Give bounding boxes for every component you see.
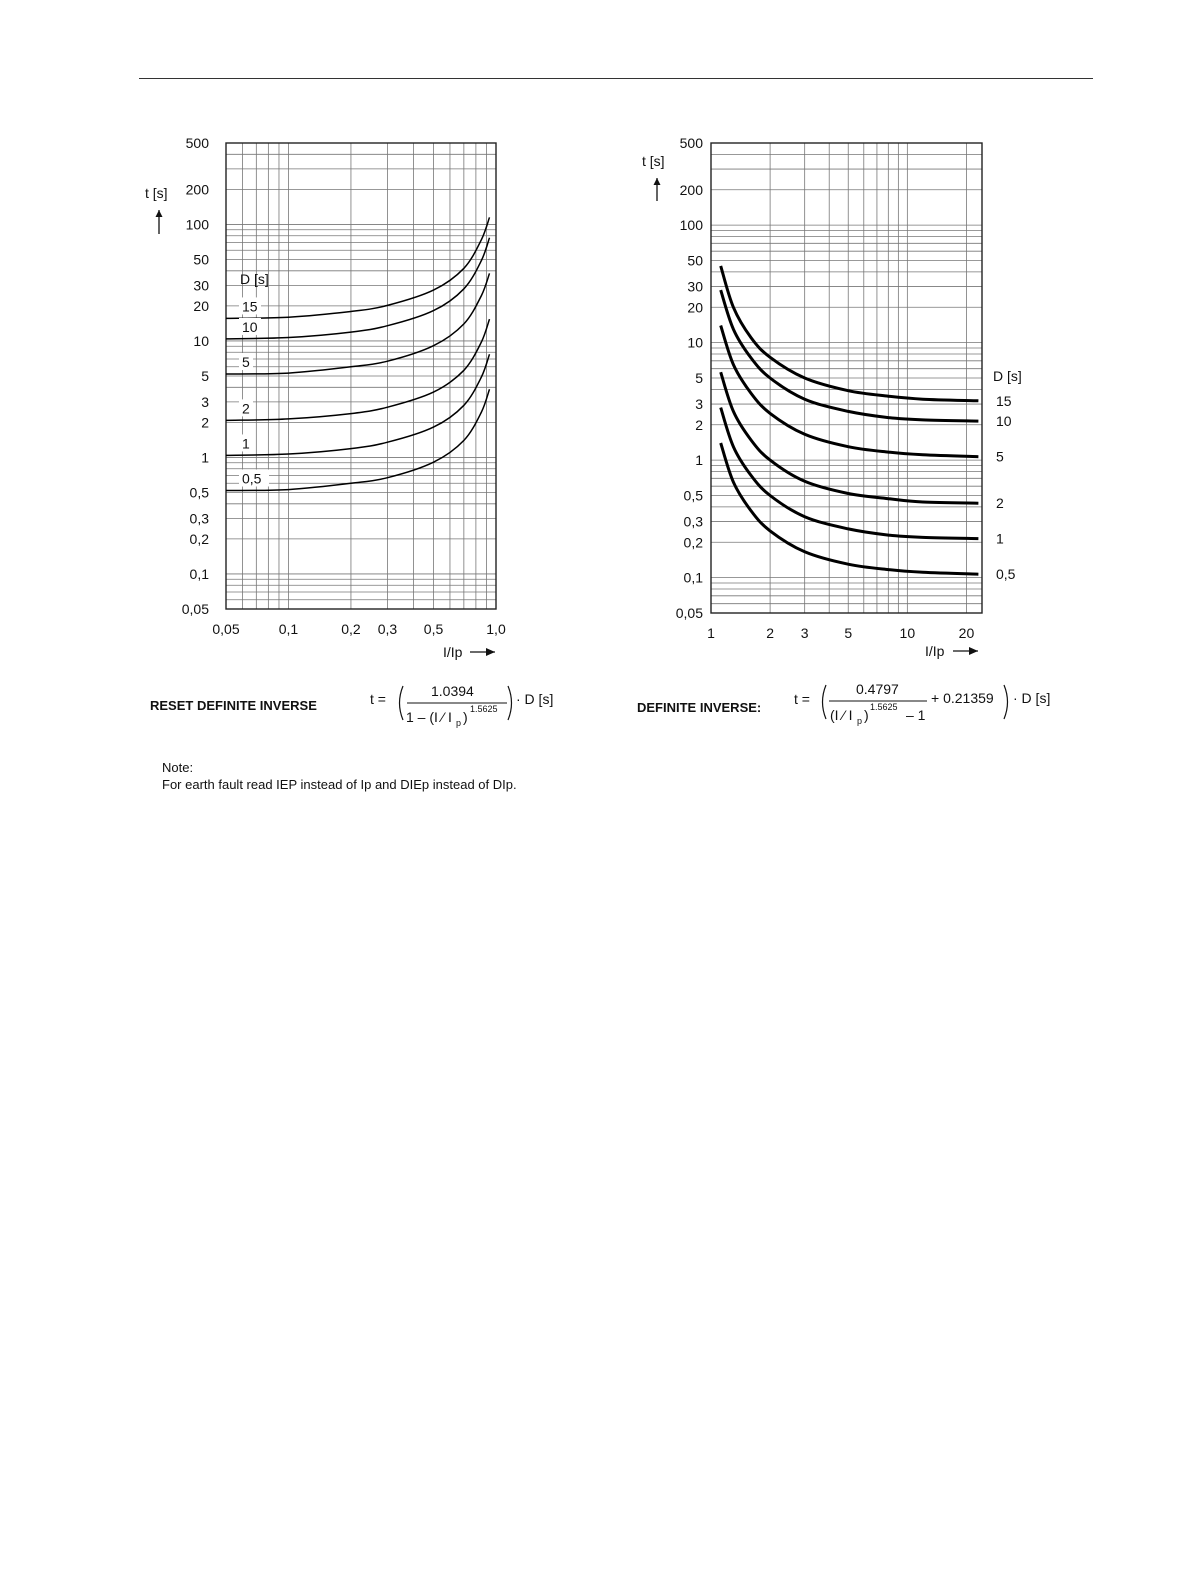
formula-subscript: p <box>456 718 462 728</box>
y-tick-label: 0,5 <box>683 487 703 504</box>
series-label: 2 <box>996 495 1004 512</box>
y-tick-label: 0,05 <box>181 601 209 617</box>
series-label: 10 <box>242 318 258 335</box>
y-tick-label: 10 <box>687 334 703 351</box>
series-label: 15 <box>996 392 1012 409</box>
note-title: Note: <box>162 760 194 775</box>
series-label: 0,5 <box>242 470 262 487</box>
series-label: 10 <box>996 413 1012 430</box>
y-tick-label: 50 <box>687 252 703 269</box>
x-tick-label: 10 <box>899 625 916 641</box>
x-tick-label: 3 <box>800 625 809 641</box>
x-tick-label: 0,05 <box>212 621 240 637</box>
x-tick-label: 0,2 <box>341 621 361 637</box>
formula-tail: · D [s] <box>1013 690 1051 706</box>
y-tick-label: 3 <box>201 393 209 410</box>
x-tick-label: 0,1 <box>278 621 299 637</box>
formula-denominator-close: ) <box>463 709 468 725</box>
y-tick-label: 2 <box>695 416 703 433</box>
y-tick-label: 100 <box>185 216 209 233</box>
formula-exponent: 1.5625 <box>870 702 898 712</box>
x-tick-label: 5 <box>844 625 853 641</box>
note <box>162 759 517 793</box>
formula-denominator: (I ⁄ I <box>830 707 853 723</box>
y-tick-label: 0,2 <box>189 530 209 547</box>
y-tick-label: 5 <box>201 368 209 384</box>
y-tick-label: 200 <box>679 181 703 198</box>
y-tick-label: 200 <box>185 181 209 198</box>
x-tick-label: 20 <box>958 625 975 641</box>
formula-denominator-close: ) <box>864 707 869 723</box>
x-tick-label: 0,3 <box>377 621 398 637</box>
x-tick-label: 1 <box>707 625 715 641</box>
y-tick-label: 0,05 <box>675 605 703 621</box>
y-tick-label: 20 <box>687 299 703 316</box>
y-tick-label: 2 <box>201 414 209 431</box>
y-tick-label: 500 <box>679 135 703 151</box>
formula-denominator: 1 – (I ⁄ I <box>406 709 452 725</box>
y-tick-label: 0,3 <box>683 513 703 530</box>
y-tick-label: 30 <box>687 278 703 295</box>
formula-minus-one: – 1 <box>906 707 926 723</box>
formula-constant: + 0.21359 <box>931 690 994 706</box>
y-tick-label: 0,2 <box>683 534 703 551</box>
formula-numerator: 1.0394 <box>431 683 474 699</box>
y-tick-label: 0,3 <box>189 510 209 527</box>
x-axis-label: I/Ip <box>443 644 463 660</box>
y-tick-label: 1 <box>695 452 703 469</box>
formula-subscript: p <box>857 716 863 726</box>
x-tick-label: 0,5 <box>423 621 444 637</box>
reset-definite-inverse-caption: RESET DEFINITE INVERSE <box>150 698 317 713</box>
y-tick-label: 30 <box>193 277 209 294</box>
y-tick-label: 3 <box>695 396 703 413</box>
y-tick-label: 500 <box>185 135 209 151</box>
y-tick-label: 0,5 <box>189 484 209 501</box>
y-tick-label: 100 <box>679 217 703 234</box>
y-tick-label: 50 <box>193 251 209 268</box>
y-tick-label: 20 <box>193 297 209 314</box>
note-text: For earth fault read IEP instead of Ip and DIEp instead of DIp. <box>162 777 517 792</box>
legend-title: D [s] <box>993 368 1022 384</box>
series-label: 1 <box>996 530 1004 547</box>
y-tick-label: 5 <box>695 370 703 386</box>
legend-title: D [s] <box>240 271 269 287</box>
y-axis-label: t [s] <box>145 185 168 201</box>
series-label: 5 <box>242 354 250 371</box>
y-tick-label: 1 <box>201 449 209 466</box>
x-axis-label: I/Ip <box>925 643 945 659</box>
formula-lhs: t = <box>370 691 386 707</box>
formula-exponent: 1.5625 <box>470 704 498 714</box>
series-label: 5 <box>996 448 1004 465</box>
series-label: 1 <box>242 435 250 452</box>
series-label: 0,5 <box>996 566 1016 583</box>
x-tick-label: 1,0 <box>486 621 506 637</box>
formula-lhs: t = <box>794 691 810 707</box>
series-label: 15 <box>242 298 258 315</box>
series-label: 2 <box>242 400 250 417</box>
formula-numerator: 0.4797 <box>856 681 899 697</box>
y-axis-label: t [s] <box>642 153 665 169</box>
definite-inverse-caption: DEFINITE INVERSE: <box>637 700 762 715</box>
formula-tail: · D [s] <box>516 691 554 707</box>
y-tick-label: 0,1 <box>189 565 209 582</box>
y-tick-label: 0,1 <box>683 569 703 586</box>
y-tick-label: 10 <box>193 332 209 349</box>
x-tick-label: 2 <box>766 625 775 641</box>
